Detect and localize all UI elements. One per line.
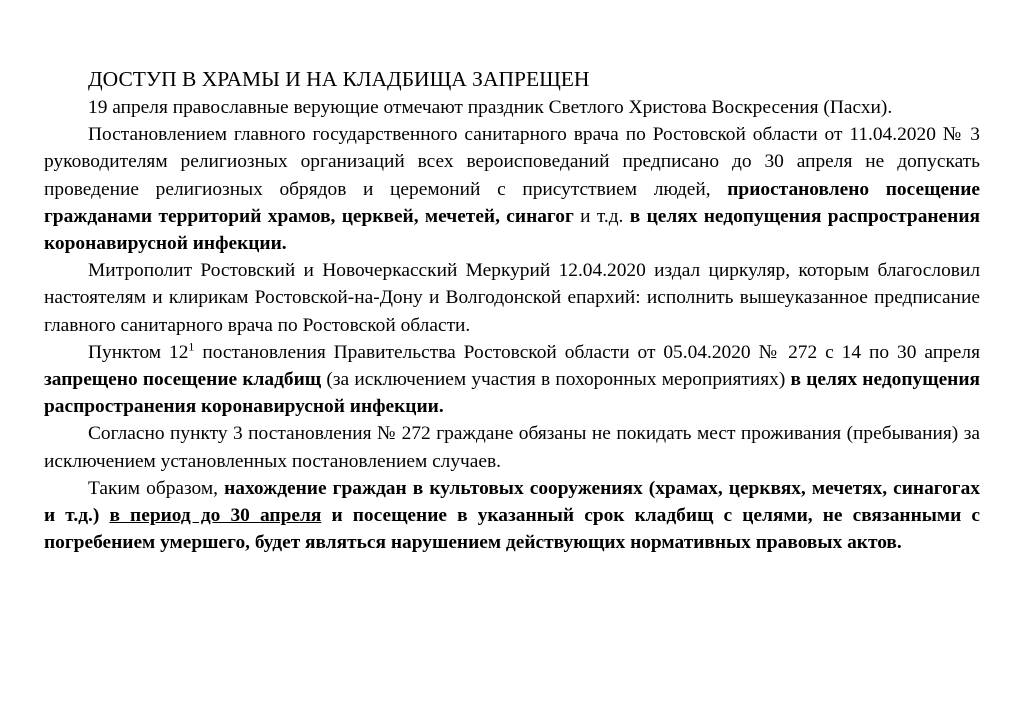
document-page bbox=[44, 64, 980, 556]
page-title: ДОСТУП В ХРАМЫ И НА КЛАДБИЩА ЗАПРЕЩЕН bbox=[88, 67, 590, 91]
paragraph-text: и т.д. bbox=[573, 205, 630, 227]
paragraph-self-isolation bbox=[44, 420, 980, 474]
superscript: 1 bbox=[188, 339, 195, 354]
paragraph-cemetery-ban bbox=[44, 339, 980, 421]
bold-phrase: и посещение в указанный срок кладбищ с целями, не связанными с погребением умершего, будет являться нарушением действующих нормативных правовых актов. bbox=[44, 505, 980, 554]
bold-phrase: запрещено посещение кладбищ bbox=[44, 369, 322, 391]
paragraph-text: 19 апреля православные верующие отмечают праздник Светлого Христова Воскресения (Пасхи). bbox=[88, 97, 893, 118]
paragraph-metropolitan-circular bbox=[44, 257, 980, 339]
paragraph-sanitary-decree bbox=[44, 121, 980, 257]
paragraph-text: Митрополит Ростовский и Новочеркасский Меркурий 12.04.2020 издал циркуляр, которым благословил настоятелям и клирикам Ростовской-на-Дону и Волгодонской епархий: исполнить вышеуказанное предписание главного санитарного врача по Ростовской области. bbox=[44, 260, 980, 336]
bold-phrase: приостановлено посещение гражданами территорий храмов, церквей, мечетей, синагог bbox=[44, 178, 980, 227]
paragraph-text: постановления Правительства Ростовской области от 05.04.2020 № 272 с 14 по 30 апреля bbox=[194, 341, 980, 363]
paragraph-text: Таким образом, bbox=[88, 477, 225, 499]
paragraph-text: Постановлением главного государственного санитарного врача по Ростовской области от 11.04.2020 № 3 руководителям религиозных организаций всех вероисповеданий предписано до 30 апреля не допускать проведение религиозных обрядов и церемоний с присутствием людей, bbox=[44, 124, 980, 200]
paragraph-conclusion bbox=[44, 475, 980, 557]
bold-phrase: в целях недопущения распространения коронавирусной инфекции. bbox=[44, 369, 981, 418]
underlined-bold-phrase: в период до 30 апреля bbox=[109, 505, 322, 527]
paragraph-easter bbox=[44, 94, 980, 121]
bold-phrase: нахождение граждан в культовых сооружениях (храмах, церквях, мечетях, синагогах и т.д.) bbox=[44, 477, 980, 527]
bold-phrase: в целях недопущения распространения коронавирусной инфекции. bbox=[44, 205, 980, 255]
paragraph-text: Согласно пункту 3 постановления № 272 граждане обязаны не покидать мест проживания (пребывания) за исключением установленных постановлением случаев. bbox=[44, 423, 980, 472]
bold-space bbox=[99, 505, 109, 526]
paragraph-text: (за исключением участия в похоронных мероприятиях) bbox=[321, 369, 791, 391]
paragraph-text: Пунктом 12 bbox=[88, 341, 189, 363]
